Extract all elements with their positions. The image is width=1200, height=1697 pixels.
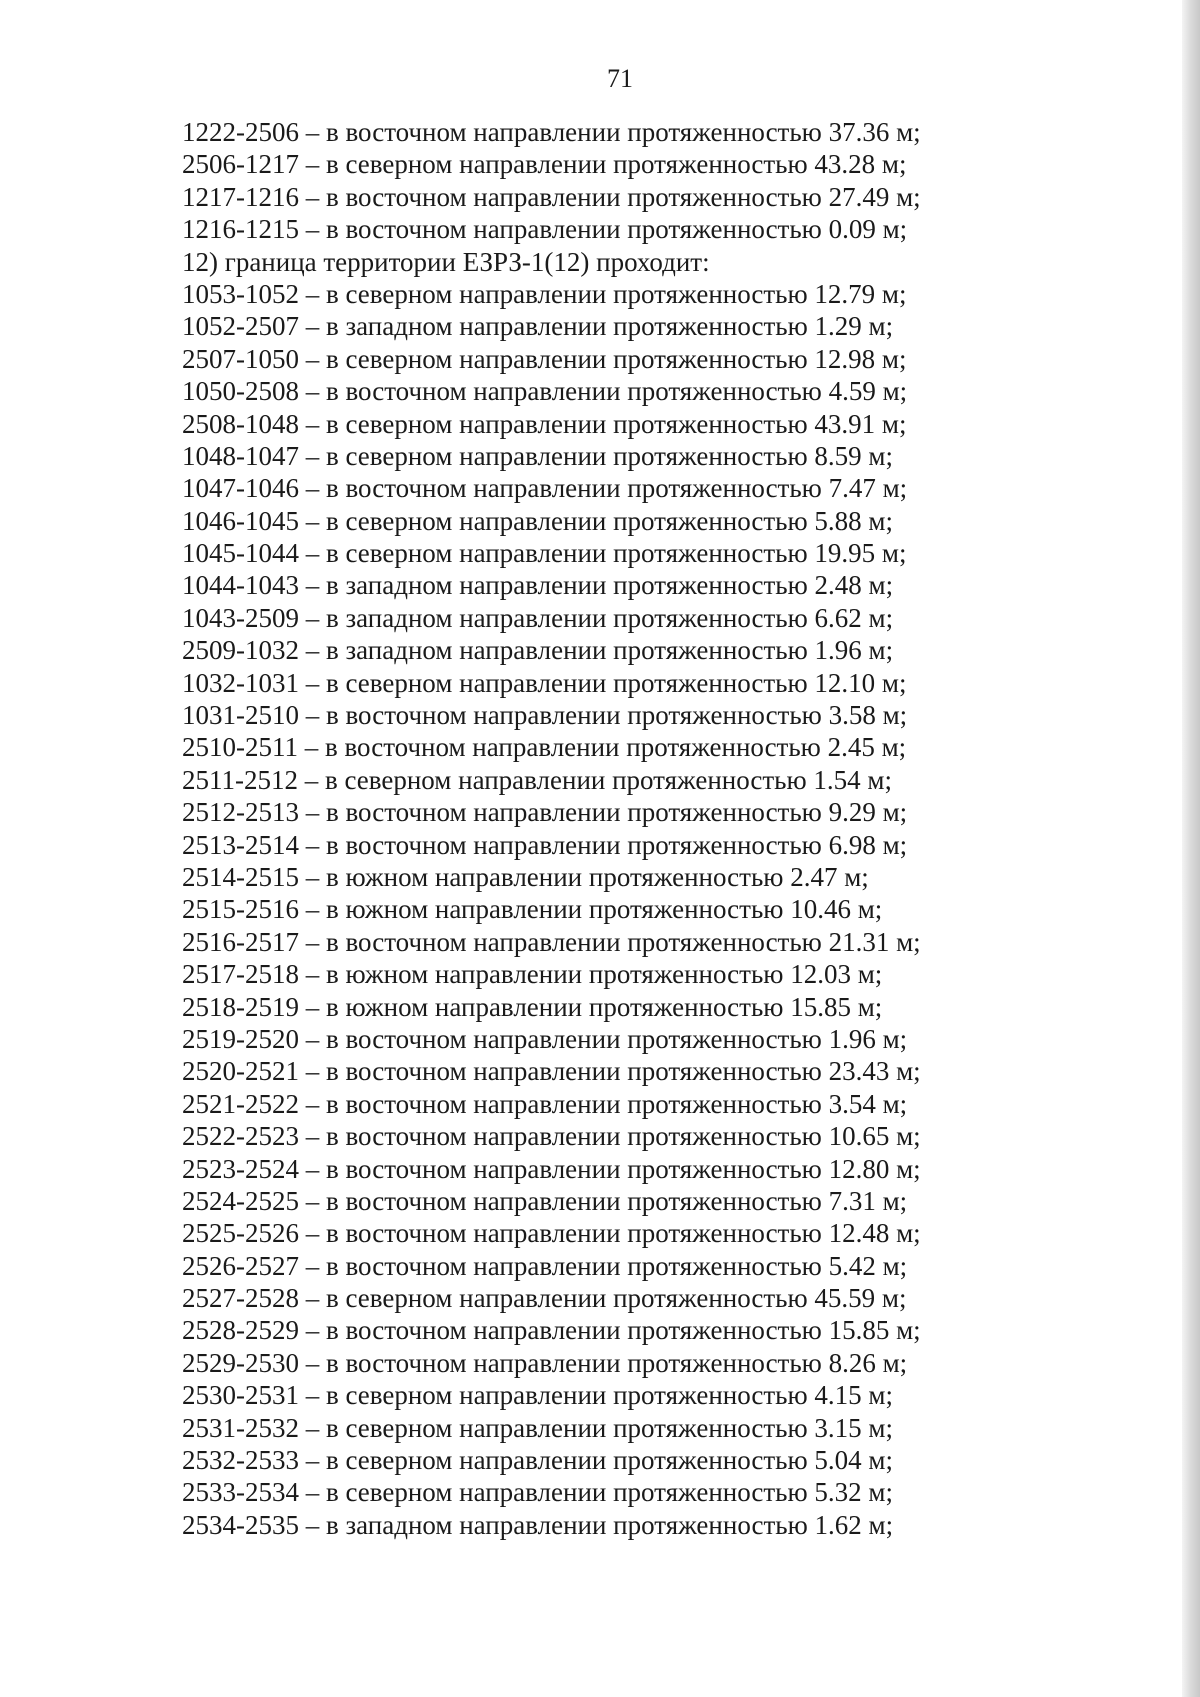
page-number: 71 [607, 64, 633, 93]
boundary-line: 2518-2519 – в южном направлении протяженностью 15.85 м; [182, 991, 883, 1022]
boundary-line: 2509-1032 – в западном направлении протяженностью 1.96 м; [182, 635, 894, 666]
boundary-line: 2522-2523 – в восточном направлении протяженностью 10.65 м; [182, 1121, 921, 1152]
boundary-line: 2528-2529 – в восточном направлении протяженностью 15.85 м; [182, 1315, 921, 1346]
boundary-line: 1045-1044 – в северном направлении протяженностью 19.95 м; [182, 538, 907, 569]
boundary-line: 2506-1217 – в северном направлении протяженностью 43.28 м; [182, 149, 907, 180]
boundary-line: 2516-2517 – в восточном направлении протяженностью 21.31 м; [182, 926, 921, 957]
boundary-line: 1032-1031 – в северном направлении протяженностью 12.10 м; [182, 667, 907, 698]
boundary-line: 2534-2535 – в западном направлении протяженностью 1.62 м; [182, 1509, 894, 1540]
boundary-line: 2527-2528 – в северном направлении протяженностью 45.59 м; [182, 1283, 907, 1314]
boundary-line: 2526-2527 – в восточном направлении протяженностью 5.42 м; [182, 1250, 908, 1281]
boundary-line: 2530-2531 – в северном направлении протяженностью 4.15 м; [182, 1380, 894, 1411]
boundary-line: 1044-1043 – в западном направлении протяженностью 2.48 м; [182, 570, 894, 601]
boundary-line: 1217-1216 – в восточном направлении протяженностью 27.49 м; [182, 181, 921, 212]
section-heading: 12) граница территории ЕЗРЗ-1(12) проходит: [182, 246, 710, 277]
boundary-line: 1216-1215 – в восточном направлении протяженностью 0.09 м; [182, 214, 908, 245]
boundary-line: 2510-2511 – в восточном направлении протяженностью 2.45 м; [182, 732, 907, 763]
boundary-line: 2524-2525 – в восточном направлении протяженностью 7.31 м; [182, 1185, 908, 1216]
scan-edge [1182, 0, 1200, 1697]
boundary-line: 1052-2507 – в западном направлении протяженностью 1.29 м; [182, 311, 894, 342]
boundary-line: 2511-2512 – в северном направлении протяженностью 1.54 м; [182, 764, 893, 795]
boundary-line: 2513-2514 – в восточном направлении протяженностью 6.98 м; [182, 829, 908, 860]
boundary-line: 2512-2513 – в восточном направлении протяженностью 9.29 м; [182, 797, 908, 828]
boundary-line: 2520-2521 – в восточном направлении протяженностью 23.43 м; [182, 1056, 921, 1087]
boundary-line: 2529-2530 – в восточном направлении протяженностью 8.26 м; [182, 1347, 908, 1378]
boundary-line: 1043-2509 – в западном направлении протяженностью 6.62 м; [182, 602, 894, 633]
boundary-line: 2515-2516 – в южном направлении протяженностью 10.46 м; [182, 894, 883, 925]
boundary-line: 1047-1046 – в восточном направлении протяженностью 7.47 м; [182, 473, 908, 504]
boundary-line: 1053-1052 – в северном направлении протяженностью 12.79 м; [182, 278, 907, 309]
boundary-line: 2523-2524 – в восточном направлении протяженностью 12.80 м; [182, 1153, 921, 1184]
boundary-line: 2521-2522 – в восточном направлении протяженностью 3.54 м; [182, 1088, 908, 1119]
boundary-line: 1046-1045 – в северном направлении протяженностью 5.88 м; [182, 505, 894, 536]
boundary-line: 1050-2508 – в восточном направлении протяженностью 4.59 м; [182, 376, 908, 407]
boundary-line: 2514-2515 – в южном направлении протяженностью 2.47 м; [182, 861, 869, 892]
boundary-line: 1031-2510 – в восточном направлении протяженностью 3.58 м; [182, 700, 908, 731]
boundary-line: 2508-1048 – в северном направлении протяженностью 43.91 м; [182, 408, 907, 439]
boundary-line: 2517-2518 – в южном направлении протяженностью 12.03 м; [182, 959, 883, 990]
boundary-line: 1048-1047 – в северном направлении протяженностью 8.59 м; [182, 440, 894, 471]
boundary-line: 2519-2520 – в восточном направлении протяженностью 1.96 м; [182, 1023, 908, 1054]
boundary-line: 2532-2533 – в северном направлении протяженностью 5.04 м; [182, 1445, 894, 1476]
boundary-line: 1222-2506 – в восточном направлении протяженностью 37.36 м; [182, 117, 921, 147]
boundary-line: 2533-2534 – в северном направлении протяженностью 5.32 м; [182, 1477, 894, 1508]
boundary-line: 2531-2532 – в северном направлении протяженностью 3.15 м; [182, 1412, 894, 1443]
boundary-description [182, 116, 1182, 1541]
boundary-line: 2507-1050 – в северном направлении протяженностью 12.98 м; [182, 343, 907, 374]
boundary-line: 2525-2526 – в восточном направлении протяженностью 12.48 м; [182, 1218, 921, 1249]
